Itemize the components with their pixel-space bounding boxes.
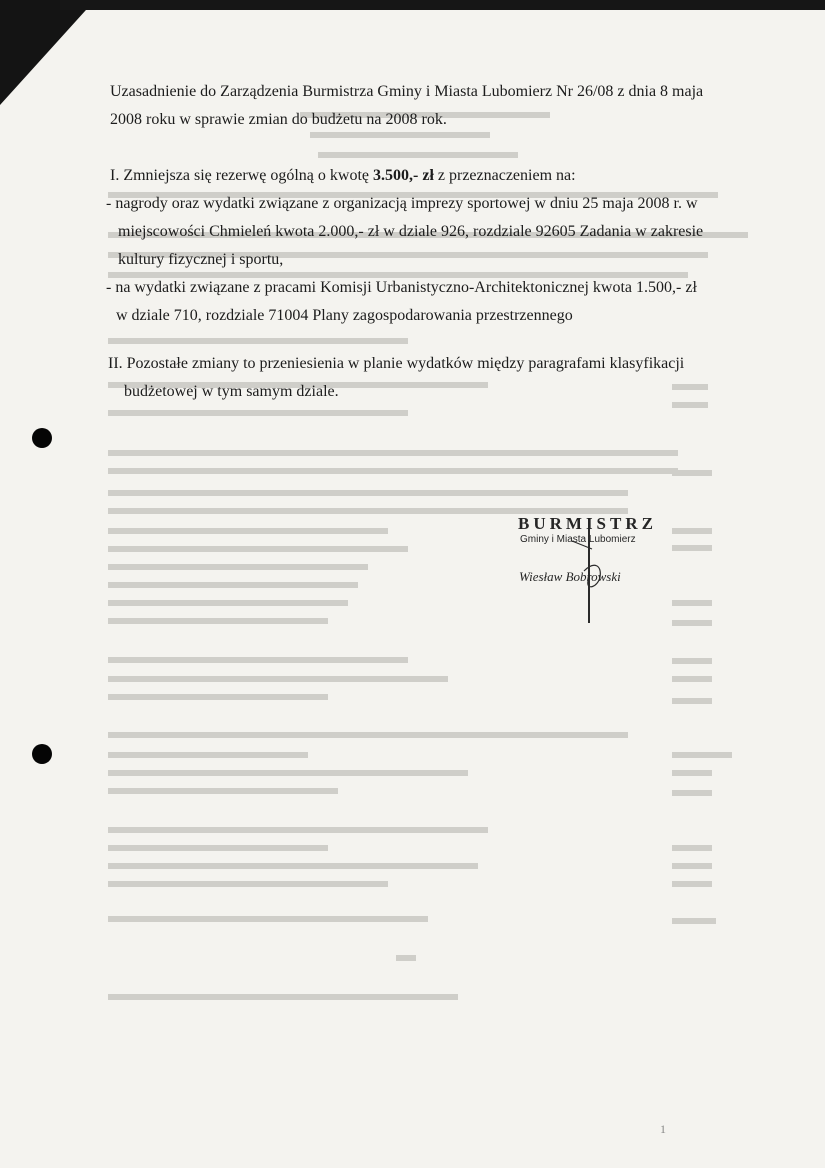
punch-hole-lower <box>32 744 52 764</box>
section-1-amount: 3.500,- zł <box>373 167 434 184</box>
section-2-number: II. <box>108 355 123 372</box>
section-1-paragraph <box>110 166 576 186</box>
official-stamp <box>514 511 664 626</box>
section-2-line1 <box>108 354 684 374</box>
bullet-1-line3: kultury fizycznej i sportu, <box>118 251 284 268</box>
stamp-subtitle: Gminy i Miasta Lubomierz <box>520 534 636 545</box>
bullet-1-line1: - nagrody oraz wydatki związane z organizacją imprezy sportowej w dniu 25 maja 2008 r. w <box>106 195 698 212</box>
bullet-2-line2: w dziale 710, rozdziale 71004 Plany zagospodarowania przestrzennego <box>116 307 573 324</box>
signature-icon <box>514 511 664 626</box>
punch-hole-upper <box>32 428 52 448</box>
bullet-2-line1: - na wydatki związane z pracami Komisji Urbanistyczno-Architektonicznej kwota 1.500,- zł <box>106 279 697 296</box>
stamp-title: BURMISTRZ <box>518 514 657 533</box>
section-1-text-after: z przeznaczeniem na: <box>433 167 576 184</box>
section-2-text: Pozostałe zmiany to przeniesienia w planie wydatków między paragrafami klasyfikacji <box>122 355 685 372</box>
document-title-line2: 2008 roku w sprawie zmian do budżetu na 2008 rok. <box>110 111 447 128</box>
document-title-line1: Uzasadnienie do Zarządzenia Burmistrza Gminy i Miasta Lubomierz Nr 26/08 z dnia 8 maja <box>110 83 704 100</box>
bullet-1-line2: miejscowości Chmieleń kwota 2.000,- zł w dziale 926, rozdziale 92605 Zadania w zakresie <box>118 223 704 240</box>
section-1-number: I. <box>110 167 120 184</box>
signature-name: Wiesław Bobrowski <box>519 569 621 584</box>
section-1-text-before: Zmniejsza się rezerwę ogólną o kwotę <box>119 167 374 184</box>
page-mark: 1 <box>660 1122 666 1136</box>
section-2-line2: budżetowej w tym samym dziale. <box>124 383 339 400</box>
